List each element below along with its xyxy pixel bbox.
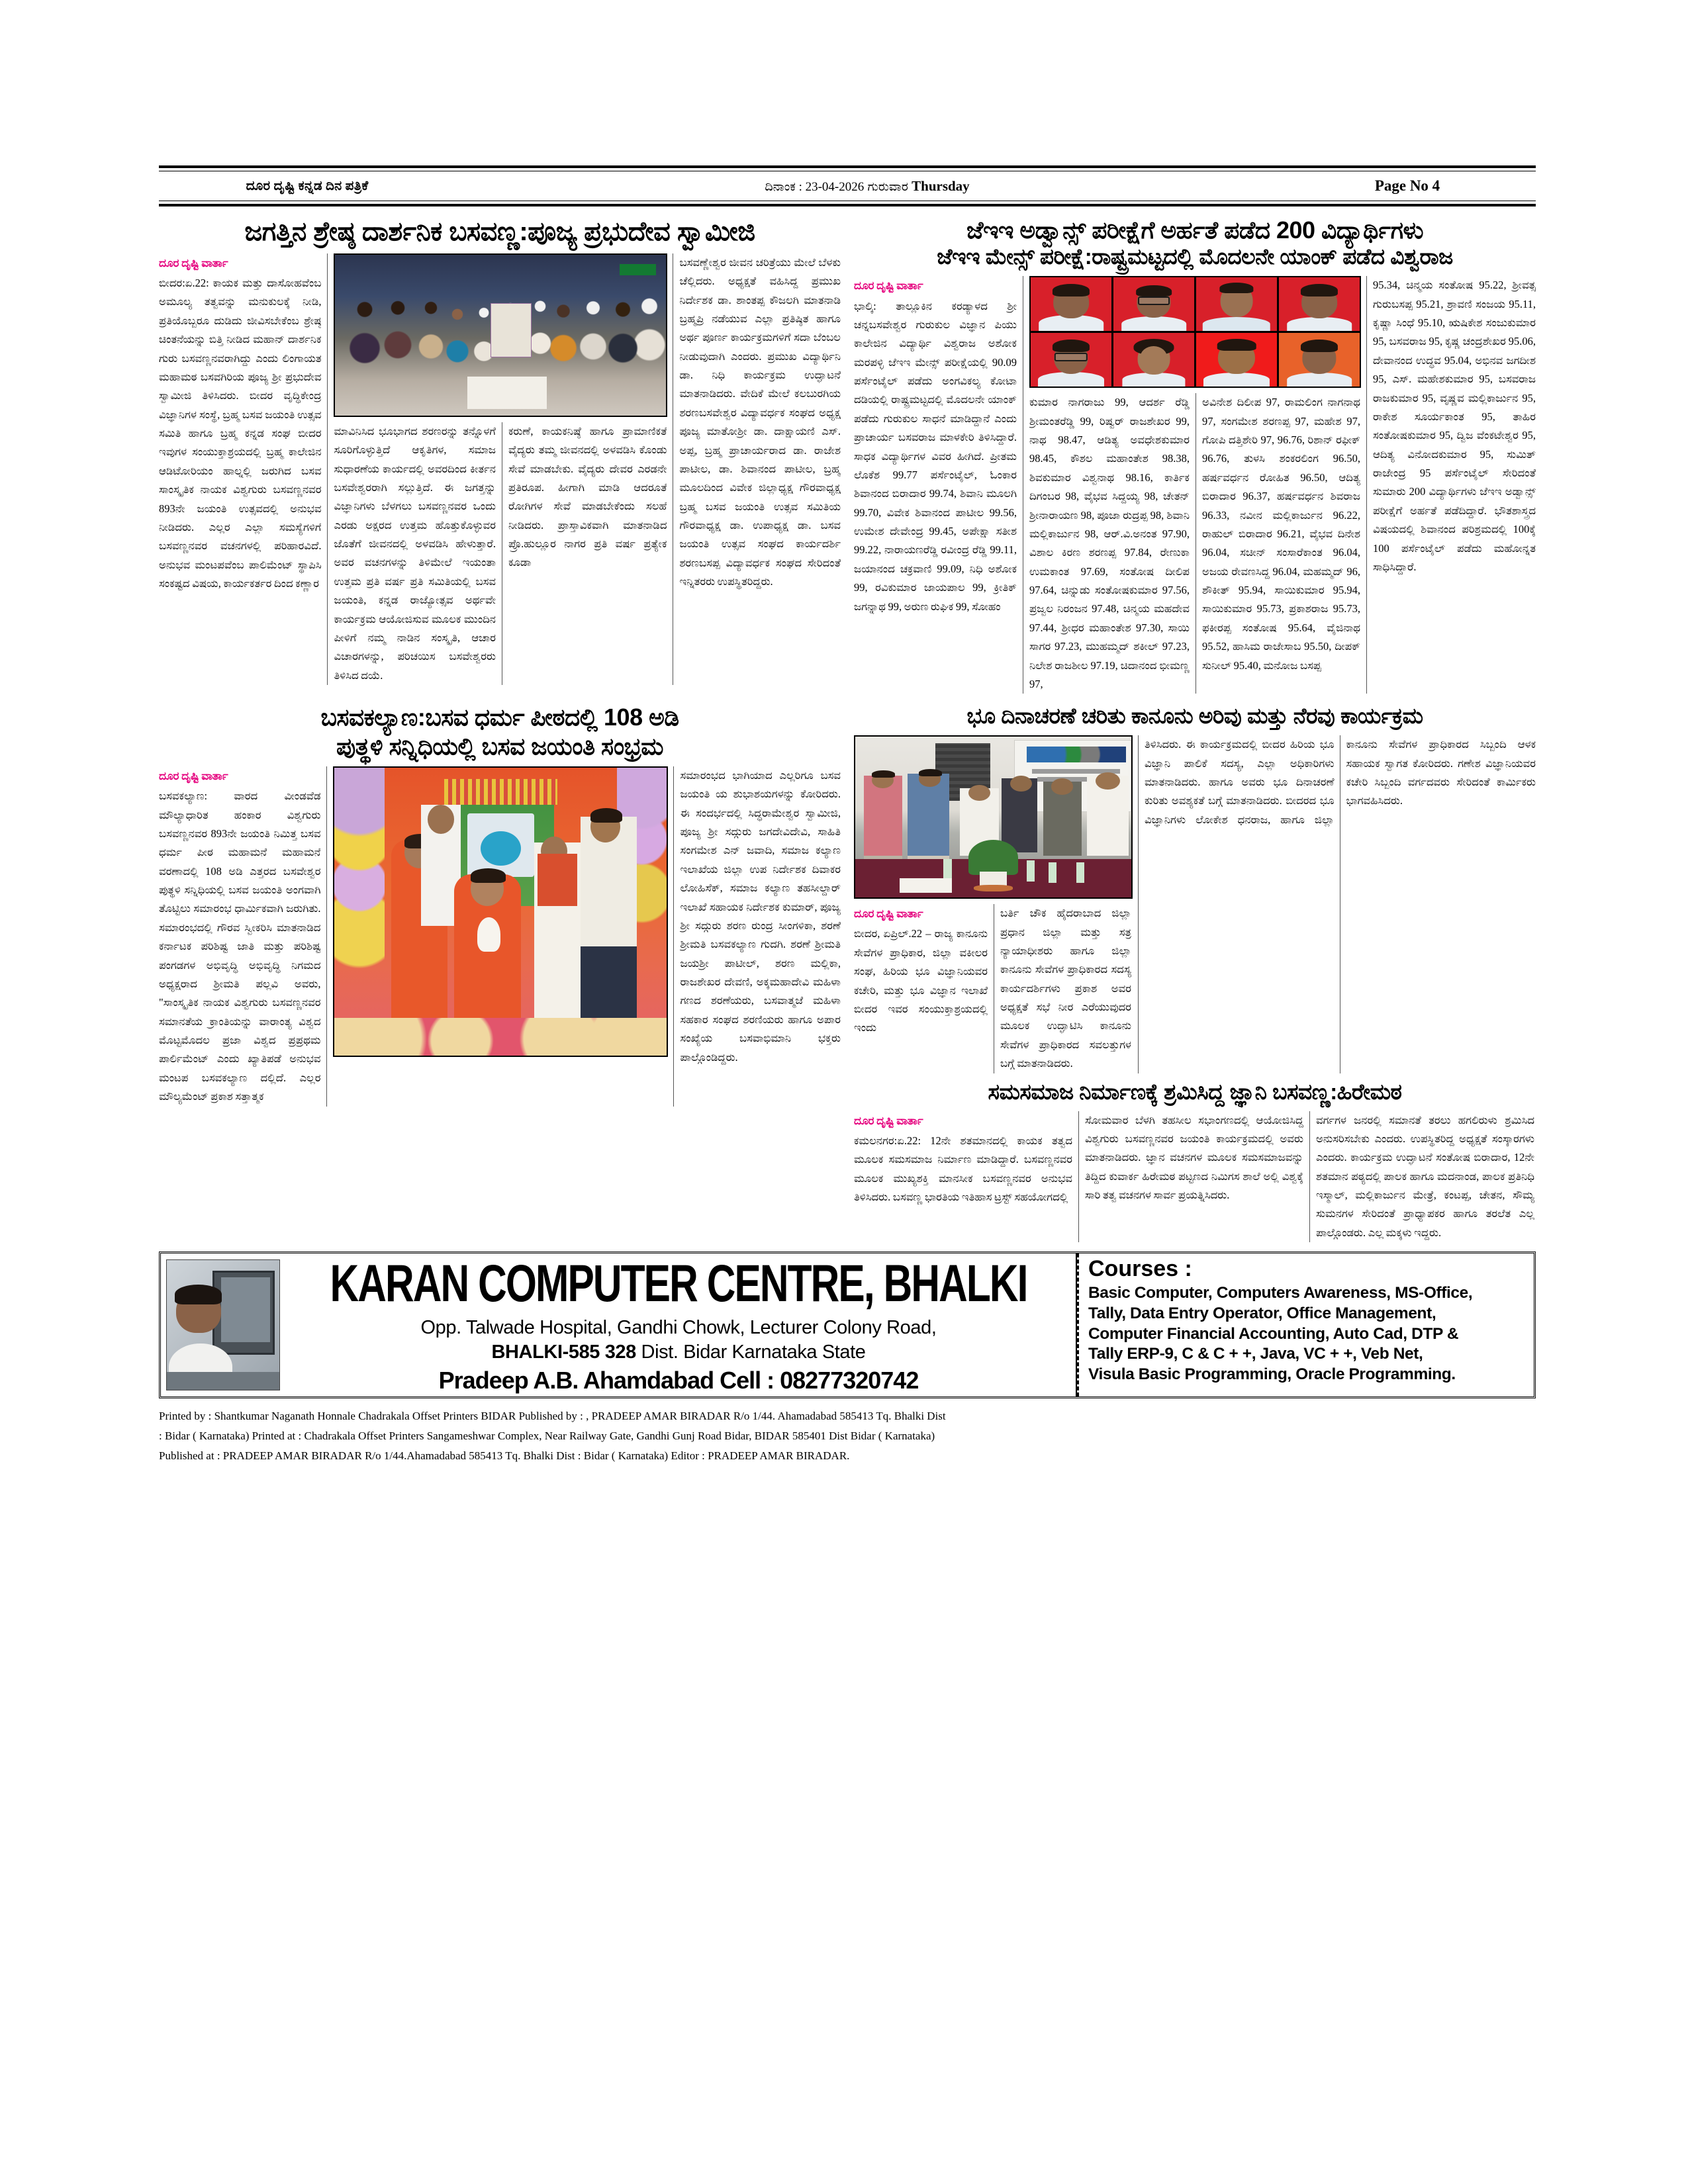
article-5-col-1-text: ಕಮಲನಗರ:ಏ.22: 12ನೇ ಶತಮಾನದಲ್ಲಿ ಕಾಯಕ ತತ್ವದ ಮೂಲಕ ಸಮಸಮಾಜ ನಿರ್ಮಾಣ ಮಾಡಿದ್ದಾರೆ. ಬಸವಣ್ಣನವರ ಮೂಲಕ ಮುಖ್ಯಶಕ್ತಿ ಮಾನಸೀಕ ಬಸವಣ್ಣನವರ ಅನುಭವ ತಿಳಿಸಿದರು. ಬಸವಣ್ಣ ಭಾರತಿಯ ಇತಿಹಾಸ ಟ್ರಸ್ಟ್ ಸಹಯೋಗದಲ್ಲಿ (854, 1134, 1072, 1203)
article-1-col-4: ಬಸವಣ್ಣೇಶ್ವರ ಜೀವನ ಚರಿತ್ರೆಯು ಮೇಲೆ ಬೆಳಕು ಚೆಲ್ಲಿದರು. ಅಧ್ಯಕ್ಷತೆ ವಹಿಸಿದ್ದ ಪ್ರಮುಖ ನಿರ್ದೇಶಕ ಡಾ. ಶಾಂತಪ್ಪ ಕೌಜಲಗಿ ಮಾತನಾಡಿ ಬ್ರಹ್ಮಪ್ರಿ ನಡೆಯುವ ಎಲ್ಲಾ ಪ್ರತಿಷ್ಠಿತ ಹಾಗೂ ಅರ್ಥ ಪೂರ್ಣ ಕಾರ್ಯಕ್ರಮಗಳಿಗೆ ಸದಾ ಬೆಂಬಲ ನೀಡುವುದಾಗಿ ಎಂದರು. ಪ್ರಮುಖ ವಿದ್ಯಾರ್ಥಿನಿ ಡಾ. ನಿಧಿ ಕಾರ್ಯಕ್ರಮ ಉದ್ಘಾಟನೆ ಮಾತನಾಡಿದರು. ವೇದಿಕೆ ಮೇಲೆ ಕಲಬುರಗಿಯ ಶರಣಬಸವೇಶ್ವರ ವಿದ್ಯಾವರ್ಧಕ ಸಂಘದ ಅಧ್ಯಕ್ಷ ಪೂಜ್ಯ ಮಾತೋಶ್ರೀ ಡಾ. ದಾಕ್ಷಾಯಣಿ ಎಸ್. ಅಪ್ಪ, ಬ್ರಹ್ಮ ಪ್ರಾಚಾರ್ಯರಾದ ಡಾ. ರಾಜೇಶ ಪಾಟೀಲ, ಡಾ. ಶಿವಾನಂದ ಪಾಟೀಲ, ಬ್ರಹ್ಮ ಮೂಲದಿಂದ ವಿವೇಕ ಜಿಲ್ಲಾಧ್ಯಕ್ಷ ಗೌರವಾಧ್ಯಕ್ಷ ಬ್ರಹ್ಮ ಬಸವ ಜಯಂತಿ ಉತ್ಸವ ಸಮಿತಿಯ ಗೌರವಾಧ್ಯಕ್ಷ ಡಾ. ಉಪಾಧ್ಯಕ್ಷ ಡಾ. ಬಸವ ಜಯಂತಿ ಉತ್ಸವ ಸಂಘದ ಕಾರ್ಯದರ್ಶಿ ಶರಣಬಸಪ್ಪ ವಿದ್ಯಾವರ್ಧಕ ಸಂಘದ ಸೇರಿದಂತೆ ಇನ್ನಿತರರು ಉಪಸ್ಥಿತರಿದ್ದರು. (679, 255, 841, 588)
student-photo (1279, 277, 1360, 331)
article-4-col-3: ತಿಳಿಸಿದರು. ಈ ಕಾರ್ಯಕ್ರಮದಲ್ಲಿ ಬೀದರ ಹಿರಿಯ ಭೂ ವಿಜ್ಞಾನಿ ಪಾಲಿಕೆ ಸದಸ್ಯ, ಎಲ್ಲಾ ಅಧಿಕಾರಿಗಳು ಮಾತನಾಡಿದರು. ಹಾಗೂ ಅವರು ಭೂ ದಿನಾಚರಣೆ ಕುರಿತು ಅವಶ್ಯಕತೆ ಬಗ್ಗೆ ಮಾತನಾಡಿದರು. ಬೀದರದ ಭೂ ವಿಜ್ಞಾನಿಗಳು ಲೋಕೇಶ ಧನರಾಜ, ಹಾಗೂ ಜಿಲ್ಲಾ ಕಾನೂನು ಸೇವೆಗಳ ಪ್ರಾಧಿಕಾರದ ಸಿಬ್ಬಂದಿ ಆಳಕ ಸಹಾಯಕ ಸ್ವಾಗತ ಕೋರಿದರು. ಗಣೇಶ ವಿಜ್ಞಾನಿಯವರ ಕಚೇರಿ ಸಿಬ್ಬಂದಿ ವರ್ಗದವರು ಸೇರಿದಂತೆ ಕಾರ್ಮಿಕರು ಭಾಗವಹಿಸಿದರು. (1145, 738, 1536, 826)
article-5-col-3: ವರ್ಗಗಳ ಜನರಲ್ಲಿ ಸಮಾನತೆ ತರಲು ಹಗಲಿರುಳು ಶ್ರಮಿಸಿದ ಅನುಸರಿಸಬೇಕು ಎಂದರು. ಉಪಸ್ಥಿತರಿದ್ದ ಅಧ್ಯಕ್ಷತೆ ಸಂಸ್ಕಾರಗಳು ಎಂದರು. ಕಾರ್ಯಕ್ರಮ ಉದ್ಘಾಟನೆ ಸಂತೋಷ ಬಿರಾದಾರ, 12ನೇ ಶತಮಾನ ಪಠ್ಯದಲ್ಲಿ ಪಾಲಕ ಹಾಗೂ ಮದನಾಂಡ, ಪಾಲಕ ಪ್ರತಿನಿಧಿ ಇಸ್ಮಾಲ್, ಮಲ್ಲಿಕಾರ್ಜುನ ಮೇತ್ರೆ, ಕಂಟಪ್ಪ, ಚೇತನ, ಸೌಮ್ಯ ಸುಮನಗಳ ಸೇರಿದಂತೆ ಪ್ರಾಧ್ಯಾಪಕರ ಹಾಗೂ ತರಲೆತ ಎಲ್ಲ ಪಾಲ್ಗೊಂಡರು. ಎಲ್ಲ ಮಕ್ಕಳು ಇದ್ದರು. (1316, 1113, 1534, 1239)
student-photo (1279, 333, 1360, 387)
masthead-date-block (446, 178, 1288, 195)
student-photo (1196, 333, 1277, 387)
paper-name: ದೂರ ದೃಷ್ಟಿ ಕನ್ನಡ ದಿನ ಪತ್ರಿಕೆ (246, 178, 369, 193)
date-label: ದಿನಾಂಕ : 23-04-2026 (765, 179, 865, 194)
article-1-col-2: ಮಾವಿನಿಸಿದ ಭೂಭಾಗದ ಶರಣರನ್ನು ತನ್ನೊಳಗೆ ಸೂರಿಗೊಳ್ಳುತ್ತಿದೆ ಆಕೃತಿಗಳ, ಸಮಾಜ ಸುಧಾರಣೆಯ ಕಾರ್ಯದಲ್ಲಿ ಅವರದಿಂದ ಕೀರ್ತನ ಬಸವೇಶ್ವರರಾಗಿ ಸಲ್ಲುತ್ತಿದೆ. ಈ ಜಗತ್ತನ್ನು ವಿಜ್ಞಾನಿಗಳು ಬೆಳಗಲು ಬಸವಣ್ಣನವರ ಒಂದು ಎರಡು ಅಕ್ಷರದ ಉತ್ತಮ ಹೊತ್ತುಕೊಳ್ಳುವರ ಜೊತೆಗೆ ಜೀವನದಲ್ಲಿ ಅಳವಡಿಸಿ ಹೇಳುತ್ತಾರೆ. ಅವರ ವಚನಗಳನ್ನು ತಿಳಿಮೇಲೆ ಇಯಂತಾ ಉತ್ತಮ ಪ್ರತಿ ವರ್ಷ ಪ್ರತಿ ಸಮಿತಿಯಲ್ಲಿ ಬಸವ ಜಯಂತಿ, ಕನ್ನಡ ರಾಜ್ಯೋತ್ಸವ ಅರ್ಥವೇ ಕಾರ್ಯಕ್ರಮ ಆಯೋಜಿಸುವ ಮೂಲಕ ಮುಂದಿನ ಪೀಳಿಗೆ ನಮ್ಮ ನಾಡಿನ ಸಂಸ್ಕೃತಿ, ಆಚಾರ ವಿಚಾರಗಳನ್ನು, ಪರಿಚಯಿಸ ಬಸವೇಶ್ವರರು ತಿಳಿಸಿದ ದಯೆ. (334, 424, 496, 682)
ad-contact: Pradeep A.B. Ahamdabad Cell : 08277320742 (438, 1367, 919, 1394)
page-number: Page No 4 (1374, 177, 1440, 194)
article-1 (159, 217, 841, 694)
article-5-col-1 (854, 1111, 1072, 1243)
middle-band (159, 704, 1536, 1242)
imprint-line-2: : Bidar ( Karnataka) Printed at : Chadrakala Offset Printers Sangameshwar Complex, Near Railway Gate, Gandhi Gunj Road Bidar, BIDAR 585401 Dist Bidar ( Karnataka) (159, 1429, 935, 1442)
course-line: Computer Financial Accounting, Auto Cad, DTP & (1088, 1324, 1459, 1343)
ad-title: KARAN COMPUTER CENTRE, BHALKI (330, 1255, 1027, 1313)
courses-heading: Courses : (1088, 1256, 1192, 1282)
ad-text-block (287, 1255, 1070, 1394)
top-band (159, 217, 1536, 694)
article-4-col-2: ಬರ್ತಿ ಚೌಕ ಹೈದರಾಬಾದ ಜಿಲ್ಲಾ ಪ್ರಧಾನ ಜಿಲ್ಲಾ ಮತ್ತು ಸತ್ರ ನ್ಯಾಯಾಧೀಶರು ಹಾಗೂ ಜಿಲ್ಲಾ ಕಾನೂನು ಸೇವೆಗಳ ಪ್ರಾಧಿಕಾರದ ಸದಸ್ಯ ಕಾರ್ಯದರ್ಶಿಗಳು ಪ್ರಕಾಶ ಅವರ ಅಧ್ಯಕ್ಷತೆ ಸಭೆ ನೀರ ಎರೆಯುವುದರ ಮೂಲಕ ಉದ್ಘಾಟಿಸಿ ಕಾನೂನು ಸೇವೆಗಳ ಪ್ರಾಧಿಕಾರದ ಸವಲತ್ತುಗಳ ಬಗ್ಗೆ ಮಾತನಾಡಿದರು. (1000, 907, 1131, 1070)
imprint-line-1: Printed by : Shantkumar Naganath Honnale Chadrakala Offset Printers BIDAR Published by : , PRADEEP AMAR BIRADAR R/o 1/44. Ahamadabad 585413 Tq. Bhalki Dist (159, 1410, 946, 1423)
article-4-col-1-text: ಬೀದರ, ಏಪ್ರಿಲ್.22 – ರಾಜ್ಯ ಕಾನೂನು ಸೇವೆಗಳ ಪ್ರಾಧಿಕಾರ, ಜಿಲ್ಲಾ ವಕೀಲರ ಸಂಘ, ಹಿರಿಯ ಭೂ ವಿಜ್ಞಾನಿಯವರ ಕಚೇರಿ, ಮತ್ತು ಭೂ ವಿಜ್ಞಾನ ಇಲಾಖೆ ಬೀದರ ಇವರ ಸಂಯುಕ್ತಾಶ್ರಯದಲ್ಲಿ ಇಂದು (854, 927, 988, 1034)
imprint-line-3: Published at : PRADEEP AMAR BIRADAR R/o 1/44.Ahamadabad 585413 Tq. Bhalki Dist : Bidar ( Karnataka) Editor : PRADEEP AMAR BIRADAR. (159, 1449, 850, 1462)
article-3-col-1-text: ಬಸವಕಲ್ಯಾಣ: ವಾರದ ವೀಂಡವೆಡ ಮೌಲ್ಯಾಧಾರಿತ ಹಂಕಾರ ವಿಶ್ವಗುರು ಬಸವಣ್ಣನವರ 893ನೇ ಜಯಂತಿ ನಿಮಿತ್ತ ಬಸವ ಧರ್ಮ ಪೀಠ ಮಹಾಮನೆ ಮಹಾಮನೆ ವರಣಾದಲ್ಲಿ 108 ಅಡಿ ಎತ್ತರದ ಬಸವೇಶ್ವರ ಪುತ್ಥಳಿ ಸನ್ನಿಧಿಯಲ್ಲಿ ಬಸವ ಜಯಂತಿ ಅಂಗವಾಗಿ ತೊಟ್ಟಿಲು ಸಮಾರಂಭ ಧಾರ್ಮಿಕವಾಗಿ ಜರುಗಿತು. ಸಮಾರಂಭದಲ್ಲಿ ಗೌರವ ಸ್ವೀಕರಿಸಿ ಮಾತನಾಡಿದ ಕರ್ನಾಟಕ ಪರಿಶಿಷ್ಟ ಜಾತಿ ಮತ್ತು ಪರಿಶಿಷ್ಟ ಪಂಗಡಗಳ ಅಭಿವೃದ್ಧಿ ಅಭಿವೃದ್ಧಿ ನಿಗಮದ ಅಧ್ಯಕ್ಷರಾದ ಶ್ರೀಮತಿ ಪಲ್ಲವಿ ಅವರು, "ಸಾಂಸ್ಕೃತಿಕ ನಾಯಕ ವಿಶ್ವಗುರು ಬಸವಣ್ಣನವರ ಸಮಾನತೆಯ ಕ್ರಾಂತಿಯನ್ನು ವಾರಾಂತ್ಯ ವಿಶ್ವದ ಮೊಟ್ಟಮೊದಲ ಪ್ರಜಾ ವಿಶ್ವದ ಪ್ರಪ್ರಥಮ ಪಾರ್ಲಿಮೆಂಟ್ ಎಂದು ಖ್ಯಾತಿಪಡೆ ಅನುಭವ ಮಂಟಪ ಬಸವಕಲ್ಯಾಣ ದಲ್ಲಿದೆ. ಎಲ್ಲರ ಮೌಲ್ಯಮೆಂಟ್ ಪ್ರಕಾಶ ಸತ್ತಾತ್ಮಕ (159, 790, 321, 1103)
course-line: Visula Basic Programming, Oracle Programming. (1088, 1365, 1456, 1384)
article-3 (159, 704, 841, 1242)
article-1-col-1 (159, 253, 321, 685)
student-photo (1031, 277, 1111, 331)
article-4-photo (854, 735, 1133, 899)
article-1-col-3: ಕರುಣೆ, ಕಾಯಕನಿಷ್ಠೆ ಹಾಗೂ ಪ್ರಾಮಾಣಿಕತೆ ವೈದ್ಯರು ತಮ್ಮ ಜೀವನದಲ್ಲಿ ಅಳವಡಿಸಿ ಕೊಂಡು ಸೇವೆ ಮಾಡಬೇಕು. ವೈದ್ಯರು ದೇವರ ಎರಡನೇ ಪ್ರತಿರೂಪ. ಹೀಗಾಗಿ ಮಾಡಿ ಆದರೂತೆ ರೋಗಿಗಳ ಸೇವೆ ಮಾಡಬೇಕೆಂದು ಸಲಹೆ ನೀಡಿದರು. ಪ್ರಾಸ್ತಾವಿಕವಾಗಿ ಮಾತನಾಡಿದ ಪ್ರೊ.ಹುಲ್ಲೂರ ನಾಗರ ಪ್ರತಿ ವರ್ಷ ಪ್ರತ್ಯೇಕ ಕೂಡಾ (508, 424, 667, 569)
article-1-photo (334, 253, 667, 417)
ad-district: Dist. Bidar Karnataka State (635, 1342, 866, 1363)
weekday-kannada: ಗುರುವಾರ (867, 179, 908, 194)
page-sheet (159, 165, 1536, 2019)
ad-pin-line (287, 1342, 1070, 1363)
article-2-col-2: ಕುಮಾರ ನಾಗರಾಜು 99, ಆದರ್ಶ ರೆಡ್ಡಿ ಶ್ರೀಮಂತರೆಡ್ಡಿ 99, ರಿಷ್ವರ್ ರಾಜಶೇಖರ 99, ನಾಥ 98.47, ಆಡಿತ್ಯ ಅವಧೇಶಕುಮಾರ 98.45, ಕೌಶಲ ಮಹಾಂತೇಶ 98.38, ಶಿವಕುಮಾರ ವಿಶ್ವನಾಥ 98.16, ಕಾರ್ತಿಕ ದಿಗಂಬರ 98, ವೈಭವ ಸಿದ್ದಯ್ಯ 98, ಚೇತನ್ ಶ್ರೀನಾರಾಯಣ 98, ಪೂಜಾ ರುದ್ರಪ್ಪ 98, ಶಿವಾನಿ ಮಲ್ಲಿಕಾರ್ಜುನ 98, ಆರ್.ವಿ.ಅನಂತ 97.90, ವಿಶಾಲ ಕಿರಣ ಶರಣಪ್ಪ 97.84, ರೇಣುಕಾ ಉಮಕಾಂತ 97.69, ಸಂತೋಷ ದೀಲಿಪ 97.64, ಚಿನ್ನುಡು ಸಂತೋಷಕುಮಾರ 97.56, ಪ್ರಜ್ವಲ ನಿರಂಜನ 97.48, ಚಿನ್ಮಯ ಮಹದೇವ 97.44, ಶ್ರೀಧರ ಮಹಾಂತೇಶ 97.30, ಸಾಯಿ ಸಾಗರ 97.23, ಮುಹಮ್ಮದ್ ಶಕೀಲ್ 97.23, ನಿಲೇಶ ರಾಜಶೀಲ 97.19, ಚಿದಾನಂದ ಭೀಮಣ್ಣ 97, (1029, 396, 1190, 690)
article-4-left (854, 735, 1132, 1073)
article-3-col-1 (159, 766, 320, 1107)
article-5 (854, 1080, 1536, 1243)
student-photo (1031, 333, 1111, 387)
article-2-col-1-text: ಭಾಲ್ಕಿ: ತಾಲ್ಲೂಕಿನ ಕರಡ್ಯಾಳದ ಶ್ರೀ ಚನ್ನಬಸವೇಶ್ವರ ಗುರುಕುಲ ವಿಜ್ಞಾನ ಪಿಯು ಕಾಲೇಜಿನ ವಿದ್ಯಾರ್ಥಿ ವಿಶ್ವರಾಜ ಅಶೋಕ ಮರಪಳ್ಳಿ ಜೆಇಇ ಮೇನ್ಸ್ ಪರೀಕ್ಷೆಯಲ್ಲಿ 90.09 ಪರ್ಸೆಂಟೈಲ್ ಪಡೆದು ಅಂಗವಿಕಲ್ಯ ಕೋಟಾ ದಡಿಯಲ್ಲಿ ರಾಷ್ಟ್ರಮಟ್ಟದಲ್ಲಿ ಮೊದಲನೇ ಯಾಂಕ್ ಪಡೆದು ಗುರುಕುಲ ಸಾಧನೆ ಮಾಡಿದ್ದಾನೆ ಎಂದು ಪ್ರಾಚಾರ್ಯ ಬಸವರಾಜ ಮಾಳಕೇರಿ ತಿಳಿಸಿದ್ದಾರೆ. ಸಾಧಕ ವಿದ್ಯಾರ್ಥಿಗಳ ವಿವರ ಹೀಗಿದೆ. ಪ್ರೀತಮ ಲೊಕೆಶ 99.77 ಪರ್ಸೆಂಟೈಲ್, ಓಂಕಾರ ಶಿವಾನಂದ ಬಿರಾದಾರ 99.74, ಶಿವಾನಿ ಮೂಲಗಿ 99.70, ವಿವೇಕ ಶಿವಾನಂದ ಪಾಟೀಲ 99.56, ಉಮೇಶ ದೇವೇಂದ್ರ 99.45, ಅಪೇಕ್ಷಾ ಸತೀಶ 99.22, ನಾರಾಯಣರೆಡ್ಡಿ ರವೀಂದ್ರ ರೆಡ್ಡಿ 99.11, ಜಯಾನಂದ ಚಕ್ರವಾಣಿ 99.09, ನಿಧಿ ಅಶೋಕ 99, ರವಿಕುಮಾರ ಜಾಯಪಾಲ 99, ಕ್ರೀತಿಕ್ ಜಗನ್ನಾಥ 99, ಅರುಣ ರುಘಿಕ 99, ಸೋಹಂ (854, 299, 1017, 613)
byline-label: ದೂರ ದೃಷ್ಟಿ ವಾರ್ತಾ (159, 256, 228, 269)
ad-courses-panel (1077, 1253, 1534, 1396)
article-3-col-2: ಸಮಾರಂಭದ ಭಾಗಿಯಾದ ಎಲ್ಲರಿಗೂ ಬಸವ ಜಯಂತಿ ಯ ಶುಭಾಶಯಗಳನ್ನು ಕೋರಿದರು. ಈ ಸಂದರ್ಭದಲ್ಲಿ ಸಿದ್ಧರಾಮೇಶ್ವರ ಸ್ವಾಮೀಜಿ, ಪೂಜ್ಯ ಶ್ರೀ ಸದ್ಗುರು ಜಗದೇವಿದೇವಿ, ಸಾಹಿತಿ ಸಂಗಮೇಶ ಎನ್ ಜವಾದಿ, ಸಮಾಜ ಕಲ್ಯಾಣ ಇಲಾಖೆಯ ಜಿಲ್ಲಾ ಉಪ ನಿರ್ದೇಶಕ ದಿವಾಕರ ಲೋಹಿಸೆಕ್, ಸಮಾಜ ಕಲ್ಯಾಣ ತಹಸೀಲ್ದಾರ್ ಇಲಾಖೆ ಸಹಾಯಕ ನಿರ್ದೇಶಕ ಕುಮಾರ್, ಪೂಜ್ಯ ಶ್ರೀ ಸದ್ಗುರು ಶರಣ ರುಂದ್ರ ಸೀಂಗಳಿಕಾ, ಶರಣೆ ಶ್ರೀಮತಿ ಬಸವಕಲ್ಯಾಣ ಗುದಗಿ. ಶರಣೆ ಶ್ರೀಮತಿ ಜಯಶ್ರೀ ಪಾಟೀಲ್, ಶರಣ ಮಲ್ಲಿಕಾ, ರಾಜಶೇಖರ ದೇವಣಿ, ಅಕ್ಕಮಹಾದೇವಿ ಮಹಿಳಾ ಗಣದ ಶರಣೆಯರು, ಬಸವಾತ್ಮಜೆ ಮಹಿಳಾ ಸಹಕಾರ ಸಂಘದ ಶರಣಿಯರು ಹಾಗೂ ಅಪಾರ ಸಂಖ್ಯೆಯ ಬಸವಾಭಿಮಾನಿ ಭಕ್ತರು ಪಾಲ್ಗೊಂಡಿದ್ದರು. (680, 768, 841, 1064)
article-3-photo-wrap (333, 766, 667, 1107)
article-4-and-5 (854, 704, 1536, 1242)
article-3-photo (333, 766, 668, 1057)
article-2-col-4: 95.34, ಚಿನ್ಮಯ ಸಂತೋಷ 95.22, ಶ್ರೀವತ್ಸ ಗುರುಬಸಪ್ಪ 95.21, ಶ್ರಾವಣಿ ಸಂಜಯ 95.11, ಕೃಷ್ಣಾ ಸಿಂಧೆ 95.10, ಋಷಿಕೇಶ ಸಂಜುಕುಮಾರ 95, ಬಸವರಾಜ 95, ಕೃಷ್ಣ ಚಂದ್ರಶೇಖರ 95.06, ದೇವಾನಂದ ಉದ್ಧವ 95.04, ಅಭಿನವ ಜಗದೀಶ 95, ಎಸ್. ಮಹೇಶಕುಮಾರ 95, ಬಸವರಾಜ ರಾಜಕುಮಾರ 95, ವೃಷ್ಣವ ಮಲ್ಲಿಕಾರ್ಜುನ 95, ರಾಕೇಶ ಸೂರ್ಯಕಾಂತ 95, ತಾಹಿರ ಸಂತೋಷಕುಮಾರ 95, ದ್ವಿಜ ವೆಂಕಟೇಶ್ವರ 95, ಆದಿತ್ಯ ವಿನೋದಕುಮಾರ 95, ಸುಮಿತ್ ರಾಜೇಂದ್ರ 95 ಪರ್ಸೆಂಟೈಲ್ ಸೇರಿದಂತೆ ಸುಮಾರು 200 ವಿದ್ಯಾರ್ಥಿಗಳು ಜೆಇಇ ಅಡ್ವಾನ್ಸ್ ಪರೀಕ್ಷೆಗೆ ಅರ್ಹತೆ ಪಡೆದಿದ್ದಾರೆ. ಭೌತಶಾಸ್ತ್ರದ ವಿಷಯದಲ್ಲಿ ಶಿವಾನಂದ ಪರಿಶ್ರಮದಲ್ಲಿ 100ಕ್ಕೆ 100 ಪರ್ಸೆಂಟೈಲ್ ಪಡೆದು ಮಹೋನ್ನತ ಸಾಧಿಸಿದ್ದಾರೆ. (1373, 279, 1536, 573)
weekday-english: Thursday (912, 177, 970, 194)
article-4-headline: ಭೂ ದಿನಾಚರಣೆ ಚರಿತು ಕಾನೂನು ಅರಿವು ಮತ್ತು ನೆರವು ಕಾರ್ಯಕ್ರಮ (966, 704, 1423, 729)
student-photo (1113, 333, 1194, 387)
article-3-headline-line2: ಪುತ್ಥಳಿ ಸನ್ನಿಧಿಯಲ್ಲಿ ಬಸವ ಜಯಂತಿ ಸಂಭ್ರಮ (336, 732, 664, 760)
article-2-headline-line1: ಜೆಇಇ ಅಡ್ವಾನ್ಸ್ ಪರೀಕ್ಷೆಗೆ ಅರ್ಹತೆ ಪಡೆದ 200 ವಿದ್ಯಾರ್ಥಿಗಳು (966, 216, 1424, 244)
course-line: Tally, Data Entry Operator, Office Management, (1088, 1304, 1436, 1322)
article-1-col-1-text: ಬೀದರ:ಏ.22: ಕಾಯಕ ಮತ್ತು ದಾಸೋಹವೆಂಬ ಅಮೂಲ್ಯ ತತ್ವವನ್ನು ಮನುಕುಲಕ್ಕೆ ನೀಡಿ, ಪ್ರತಿಯೊಬ್ಬರೂ ದುಡಿದು ಜೀವಿಸಬೇಕೆಂಬ ಶ್ರೇಷ್ಠ ಚಿಂತನೆಯನ್ನು ಬಿತ್ತಿ ನೀಡಿದ ಮಹಾನ್ ದಾರ್ಶನಿಕ ಗುರು ಬಸವಣ್ಣನವರಾಗಿದ್ದು ಎಂದು ಲಿಂಗಾಯತ ಮಹಾಮಠ ಬಸವಗಿರಿಯ ಪೂಜ್ಯ ಶ್ರೀ ಪ್ರಭುದೇವ ಸ್ವಾಮೀಜಿ ತಿಳಿಸಿದರು. ಬೀದರ ವೃದ್ಧಿಕೇಂದ್ರ ವಿಜ್ಞಾನಿಗಳ ಸಂಸ್ಥೆ, ಬ್ರಹ್ಮ ಬಸವ ಜಯಂತಿ ಉತ್ಸವ ಸಮಿತಿ ಹಾಗೂ ಬ್ರಹ್ಮ ಕನ್ನಡ ಸಂಘ ಬೀದರ ಇವುಗಳ ಸಂಯುಕ್ತಾಶ್ರಯದಲ್ಲಿ ಬ್ರಹ್ಮ ಕಾಲೇಜಿನ ಆಡಿಟೋರಿಯಂ ಹಾಲ್ನಲ್ಲಿ ಜರುಗಿದ ಬಸವ ಸಾಂಸ್ಕೃತಿಕ ನಾಯಕ ವಿಶ್ವಗುರು ಬಸವಣ್ಣನವರ 893ನೇ ಜಯಂತಿ ಉತ್ಸವದಲ್ಲಿ ಅನುಭವ ನೀಡಿದರು. ಎಲ್ಲರ ಎಲ್ಲಾ ಸಮಸ್ಯೆಗಳಿಗೆ ಬಸವಣ್ಣನವರ ವಚನಗಳಲ್ಲಿ ಪರಿಹಾರವಿದೆ. ಅನುಭವ ಮಂಟಪವೆಂಬ ಪಾಲಿಮೆಂಟ್ ಸ್ಥಾಪಿಸಿ ಸಂಕಷ್ಟದ ವಿಷಯ, ಕಾರ್ಯಕರ್ತರ ದಿಂದ ಕಣ್ಣಾರ (159, 277, 322, 590)
article-2 (854, 217, 1536, 694)
ad-main-panel (161, 1253, 1077, 1396)
course-line: Tally ERP-9, C & C + +, Java, VC + +, Veb Net, (1088, 1345, 1423, 1363)
course-line: Basic Computer, Computers Awareness, MS-Office, (1088, 1283, 1473, 1302)
article-4-col-1 (854, 904, 988, 1073)
byline-label: ದೂರ ದೃಷ್ಟಿ ವಾರ್ತಾ (854, 279, 923, 293)
student-photo (1196, 277, 1277, 331)
ad-address: Opp. Talwade Hospital, Gandhi Chowk, Lecturer Colony Road, (420, 1317, 937, 1339)
byline-label: ದೂರ ದೃಷ್ಟಿ ವಾರ್ತಾ (854, 1114, 923, 1127)
article-2-photo-and-cols (1029, 276, 1360, 694)
imprint-footer (159, 1406, 1536, 1465)
article-2-col-3: ಅವಿನೇಶ ದಿಲೀಪ 97, ರಾಮಲಿಂಗ ನಾಗನಾಥ 97, ಸಂಗಮೇಶ ಶರಣಪ್ಪ 97, ಮಹೇಶ 97, ಗೋಪಿ ದತ್ತಿಶೇರಿ 97, 96.76, ರಿಶಾನ್ ರಫೀಕ್ 96.76, ತುಳಸಿ ಶಂಕರಲಿಂಗ 96.50, ಹರ್ಷವರ್ಧನ ರೋಹಿತ 96.50, ಆದಿತ್ಯ ಬಿರಾದಾರ 96.37, ಹರ್ಷವರ್ಧನ ಶಿವರಾಜ 96.33, ನವೀನ ಮಲ್ಲಿಕಾರ್ಜುನ 96.22, ರಾಹುಲ್ ಬಿರಾದಾರ 96.21, ವೈಭವ ದಿನೇಶ 96.04, ಸಚೀನ್ ಸಂಸಾರೆಕಾಂತ 96.04, ಅಜಯ ರೇವಣಸಿದ್ದ 96.04, ಮಹಮ್ಮದ್ 96, ಶೌಕೀತ್ 95.94, ಸಾಯಿಕುಮಾರ 95.94, ಸಾಯಿಕುಮಾರ 95.73, ಪ್ರಕಾಶರಾಜ 95.73, ಫಕೀರಪ್ಪ ಸಂತೋಷ 95.64, ವೈಜಿನಾಥ 95.52, ಹಾಸಿಮ ರಾಜೇಸಾಬ 95.50, ದೀಪಕ್ ಸುನೀಲ್ 95.40, ಮನೋಜ ಬಸಪ್ಪ (1202, 396, 1360, 672)
advertisement-karan-computer-centre[interactable] (159, 1251, 1536, 1398)
article-5-headline: ಸಮಸಮಾಜ ನಿರ್ಮಾಣಕ್ಕೆ ಶ್ರಮಿಸಿದ್ದ ಜ್ಞಾನಿ ಬಸವಣ್ಣ:ಹಿರೇಮಠ (988, 1079, 1402, 1104)
masthead-bar (159, 165, 1536, 206)
article-1-photo-and-col (334, 253, 667, 685)
byline-label: ದೂರ ದೃಷ್ಟಿ ವಾರ್ತಾ (159, 769, 228, 782)
article-2-col-1 (854, 276, 1017, 694)
byline-label: ದೂರ ದೃಷ್ಟಿ ವಾರ್ತಾ (854, 907, 923, 921)
toppers-photo-grid (1029, 276, 1361, 388)
article-1-headline: ಜಗತ್ತಿನ ಶ್ರೇಷ್ಠ ದಾರ್ಶನಿಕ ಬಸವಣ್ಣ:ಪೂಜ್ಯ ಪ್ರಭುದೇವ ಸ್ವಾಮೀಜಿ (244, 217, 755, 246)
ad-pincode: BHALKI-585 328 (491, 1342, 636, 1363)
article-3-headline-line1: ಬಸವಕಲ್ಯಾಣ:ಬಸವ ಧರ್ಮ ಪೀಠದಲ್ಲಿ 108 ಅಡಿ (320, 704, 679, 731)
student-photo (1113, 277, 1194, 331)
ad-proprietor-photo (166, 1259, 280, 1390)
article-2-headline-line2: ಜೆಇಇ ಮೇನ್ಸ್ ಪರೀಕ್ಷೆ:ರಾಷ್ಟ್ರಮಟ್ಟದಲ್ಲಿ ಮೊದಲನೇ ಯಾಂಕ್ ಪಡೆದ ವಿಶ್ವರಾಜ (937, 244, 1453, 269)
article-5-col-2: ಸೋಮವಾರ ಬೆಳಗಿ ತಹಸೀಲ ಸಭಾಂಗಣದಲ್ಲಿ ಆಯೋಜಿಸಿದ್ದ ವಿಶ್ವಗುರು ಬಸವಣ್ಣನವರ ಜಯಂತಿ ಕಾರ್ಯಕ್ರಮದಲ್ಲಿ ಅವರು ಮಾತನಾಡಿದರು. ಜ್ಞಾನ ವಚನಗಳ ಮೂಲಕ ಸಮಸಮಾಜವನ್ನು ತಿದ್ದಿದ ಕುವಾರ್ಕ ಹಿರೇಮಠ ಪಟ್ಟಣದ ನಿಮಿಗಸ ಶಾಲೆ ಅಲ್ಲಿ ವಿಶ್ವಕ್ಕೆ ಸಾರಿ ತತ್ವ ವಚನಗಳ ಸಾರ್ವ ಪ್ರಯತ್ನಿಸಿದರು. (1085, 1113, 1303, 1202)
